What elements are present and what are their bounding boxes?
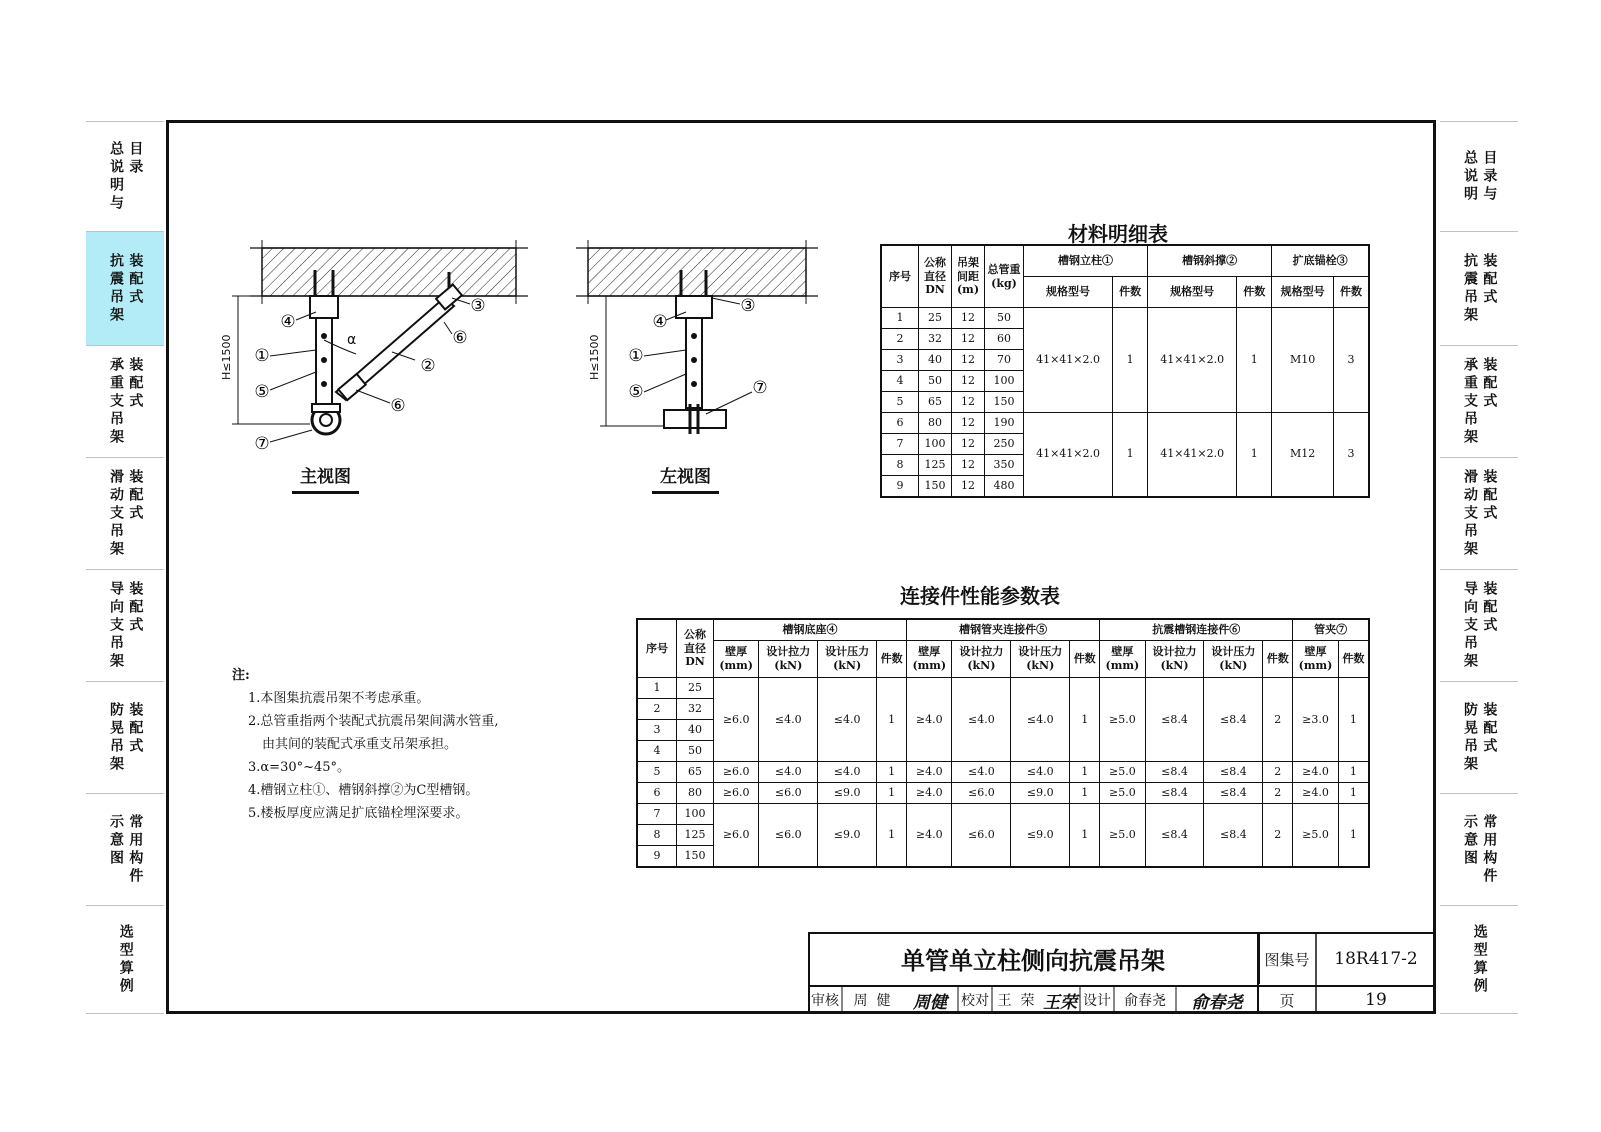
table-row [637,804,1369,825]
mat-cell-weight: 480 [985,476,1024,497]
front-view-label: 主视图 [292,462,359,494]
con-h-count-line: 件数 [1342,652,1365,666]
notes-heading: 注: [232,668,250,683]
con-cell-value: ≤8.4 [1204,762,1263,783]
con-h-thick-line: (mm) [912,659,947,672]
con-h-tension-line: 设计拉力 [959,645,1004,659]
tab-line: 装配式 [1481,580,1498,635]
atlas-number: 18R417-2 [1334,949,1418,969]
con-cell-value: ≤6.0 [759,783,818,804]
mat-cell-spacing: 12 [952,392,985,413]
mat-cell-spacing: 12 [952,455,985,476]
front-slab [262,248,516,296]
con-cell-seq: 2 [637,699,677,720]
con-h-thick-line: 壁厚 [1111,645,1134,659]
con-h-tension-line: 设计拉力 [1152,645,1197,659]
mat-cell-dn: 65 [919,392,952,413]
tab-line: 常用构件 [127,813,144,886]
con-h-g1: 槽钢底座④ [714,619,907,641]
con-cell-value: ≥4.0 [907,783,952,804]
con-h-g4: 管夹⑦ [1293,619,1369,641]
con-cell-value: ≤6.0 [952,804,1011,867]
tab-line: 抗震吊架 [108,252,124,325]
con-cell-value: ≤9.0 [818,804,877,867]
mat-cell-weight: 100 [985,371,1024,392]
con-cell-value: ≥4.0 [907,804,952,867]
mat-cell-spacing: 12 [952,329,985,350]
mat-cell-seq: 6 [881,413,919,434]
mat-cell-col_spec: 41×41×2.0 [1024,308,1113,413]
tab-line: 目录与 [1481,149,1498,204]
angle-label: α [347,332,357,348]
con-cell-value: ≤4.0 [759,678,818,762]
con-cell-value: ≤4.0 [818,762,877,783]
con-cell-seq: 8 [637,825,677,846]
con-h-compress-line: 设计压力 [1018,645,1063,659]
mat-cell-anchor_spec: M10 [1272,308,1334,413]
con-cell-value: 1 [877,678,907,762]
con-cell-value: ≤8.4 [1145,804,1204,867]
con-h-count [877,641,907,678]
con-cell-value: ≥4.0 [907,762,952,783]
mat-cell-weight: 190 [985,413,1024,434]
mat-h-weight-line: 总管重 [987,262,1021,276]
con-cell-value: 1 [877,762,907,783]
con-h-tension [1145,641,1204,678]
mat-h-spacing-line: 间距 [957,269,979,283]
reviewer-name: 周 健 [853,993,891,1009]
con-cell-seq: 7 [637,804,677,825]
mat-h-spacing [952,245,985,308]
con-cell-value: 2 [1263,762,1293,783]
mat-cell-spacing: 12 [952,434,985,455]
tab-line: 装配式 [1481,468,1498,523]
con-h-g2: 槽钢管夹连接件⑤ [907,619,1100,641]
con-h-dn [677,619,714,678]
con-cell-value: ≥6.0 [714,783,759,804]
con-cell-dn: 80 [677,783,714,804]
title-block [808,932,1436,1014]
callout-5: ⑤ [254,382,270,402]
mat-cell-dn: 40 [919,350,952,371]
connector-table [636,618,1370,868]
tab-line: 选型算例 [117,923,134,996]
mat-h-count: 件数 [1237,277,1272,308]
mat-cell-spacing: 12 [952,476,985,497]
mat-h-col3: 扩底锚栓③ [1272,245,1369,277]
mat-cell-brace_spec: 41×41×2.0 [1148,413,1237,497]
table-row [881,413,1369,434]
con-cell-value: ≥6.0 [714,678,759,762]
con-cell-dn: 50 [677,741,714,762]
mat-h-weight-line: (kg) [991,276,1017,290]
con-cell-value: ≤6.0 [952,783,1011,804]
mat-cell-seq: 4 [881,371,919,392]
con-h-compress [1011,641,1070,678]
tab-line: 承重支吊架 [1462,356,1478,447]
tab-line: 装配式 [1481,356,1498,411]
tab-line: 装配式 [127,701,144,756]
review-label: 审核 [811,993,839,1009]
mat-cell-col_count: 1 [1113,308,1148,413]
con-cell-value: 1 [877,804,907,867]
mat-h-dn-line: DN [925,283,945,297]
mat-cell-seq: 2 [881,329,919,350]
mat-cell-seq: 3 [881,350,919,371]
mat-cell-col_count: 1 [1113,413,1148,497]
mat-h-dn-line: 直径 [924,269,946,283]
note-1: 1.本图集抗震吊架不考虑承重。 [248,691,430,706]
tab-line: 装配式 [127,356,144,411]
con-h-dn-line: DN [685,655,705,669]
con-h-thick [714,641,759,678]
note-3: 3.α=30°~45°。 [248,760,351,775]
mat-cell-dn: 25 [919,308,952,329]
con-h-compress-line: (kN) [1026,659,1055,672]
tab-line: 装配式 [1481,252,1498,307]
tab-line: 总说明与 [108,140,124,213]
callout-3: ③ [470,296,486,316]
mat-h-seq: 序号 [881,245,919,308]
table-row [637,678,1369,699]
left-slab [588,248,806,296]
tab-line: 示意图 [108,813,124,868]
con-cell-value: ≤4.0 [759,762,818,783]
callout-4: ④ [652,312,668,332]
con-h-compress [818,641,877,678]
atlas-label: 图集号 [1264,950,1310,969]
con-h-count [1070,641,1100,678]
con-h-tension-line: (kN) [774,659,803,672]
con-h-compress-line: (kN) [833,659,862,672]
con-cell-value: ≤4.0 [952,762,1011,783]
con-cell-dn: 65 [677,762,714,783]
con-h-tension-line: 设计拉力 [766,645,811,659]
con-cell-value: ≤8.4 [1145,783,1204,804]
mat-cell-seq: 7 [881,434,919,455]
con-cell-value: 2 [1263,678,1293,762]
con-cell-value: ≥3.0 [1293,678,1338,762]
reviewer-signature: 周健 [913,992,947,1013]
con-cell-seq: 9 [637,846,677,867]
tab-line: 装配式 [1481,701,1498,756]
note-5: 5.楼板厚度应满足扩底锚栓埋深要求。 [248,806,469,821]
tab-line: 防晃吊架 [108,701,124,774]
con-cell-seq: 4 [637,741,677,762]
con-h-thick [907,641,952,678]
con-h-tension [952,641,1011,678]
mat-cell-col_spec: 41×41×2.0 [1024,413,1113,497]
tab-line: 目录 [127,140,144,177]
tab-line: 导向支吊架 [1462,580,1478,671]
con-cell-value: ≥5.0 [1100,783,1145,804]
callout-7: ⑦ [254,434,270,454]
mat-cell-seq: 8 [881,455,919,476]
con-cell-value: ≥5.0 [1100,678,1145,762]
mat-cell-weight: 350 [985,455,1024,476]
tab-line: 总说明 [1462,149,1478,204]
left-height-label: H≤1500 [588,334,601,380]
con-h-thick [1100,641,1145,678]
con-cell-value: ≥4.0 [907,678,952,762]
con-cell-value: ≥5.0 [1293,804,1338,867]
mat-cell-dn: 100 [919,434,952,455]
con-cell-value: 2 [1263,783,1293,804]
con-cell-seq: 5 [637,762,677,783]
con-cell-dn: 32 [677,699,714,720]
mat-cell-brace_count: 1 [1237,413,1272,497]
mat-h-count: 件数 [1334,277,1370,308]
mat-h-spacing-line: (m) [956,283,980,297]
tab-line: 承重支吊架 [108,356,124,447]
con-cell-value: 1 [1070,678,1100,762]
callout-7: ⑦ [752,378,768,398]
mat-cell-spacing: 12 [952,371,985,392]
con-h-thick-line: 壁厚 [725,645,748,659]
callout-3: ③ [740,296,756,316]
con-h-compress-line: (kN) [1219,659,1248,672]
tab-line: 示意图 [1462,813,1478,868]
left-view [576,240,818,434]
con-cell-value: ≤4.0 [1011,678,1070,762]
note-4: 4.槽钢立柱①、槽钢斜撑②为C型槽钢。 [248,783,479,798]
mat-cell-weight: 60 [985,329,1024,350]
mat-cell-weight: 70 [985,350,1024,371]
con-cell-dn: 150 [677,846,714,867]
callout-1: ① [254,346,270,366]
mat-cell-spacing: 12 [952,308,985,329]
con-h-count [1263,641,1293,678]
mat-h-col1: 槽钢立柱① [1024,245,1148,277]
table-row [637,783,1369,804]
design-label: 设计 [1083,993,1111,1009]
designer-signature: 俞春尧 [1191,992,1243,1013]
con-h-tension-line: (kN) [1160,659,1189,672]
tab-line: 防晃吊架 [1462,701,1478,774]
mat-cell-seq: 1 [881,308,919,329]
left-pipe [664,410,726,428]
mat-cell-dn: 32 [919,329,952,350]
con-cell-value: ≥5.0 [1100,804,1145,867]
callout-2: ② [420,356,436,376]
con-cell-value: 1 [1338,783,1369,804]
mat-cell-seq: 5 [881,392,919,413]
con-h-compress [1204,641,1263,678]
con-cell-value: 1 [1070,762,1100,783]
con-h-thick [1293,641,1338,678]
con-cell-value: ≥6.0 [714,804,759,867]
con-h-dn-line: 直径 [684,641,706,655]
callout-5: ⑤ [628,382,644,402]
mat-h-col2: 槽钢斜撑② [1148,245,1272,277]
con-h-thick-line: (mm) [719,659,754,672]
mat-h-dn-line: 公称 [924,255,946,269]
page-label: 页 [1279,991,1295,1010]
con-h-dn-line: 公称 [684,627,706,641]
con-cell-value: ≥6.0 [714,762,759,783]
mat-h-spec: 规格型号 [1148,277,1237,308]
materials-table-title: 材料明细表 [1068,222,1168,246]
mat-cell-spacing: 12 [952,350,985,371]
mat-h-count: 件数 [1113,277,1148,308]
mat-cell-dn: 125 [919,455,952,476]
mat-cell-anchor_count: 3 [1334,413,1370,497]
mat-h-spacing-line: 吊架 [957,255,979,269]
con-cell-dn: 125 [677,825,714,846]
con-cell-value: ≤4.0 [1011,762,1070,783]
con-h-thick-line: (mm) [1105,659,1140,672]
con-cell-value: ≤8.4 [1145,762,1204,783]
callout-1: ① [628,346,644,366]
con-cell-value: ≤8.4 [1204,783,1263,804]
connector-table-title: 连接件性能参数表 [900,584,1060,608]
con-h-thick-line: 壁厚 [918,645,941,659]
con-h-thick-line: (mm) [1298,659,1333,672]
tab-line: 导向支吊架 [108,580,124,671]
con-h-count-line: 件数 [880,652,903,666]
front-view [232,240,528,442]
con-cell-seq: 3 [637,720,677,741]
con-cell-dn: 100 [677,804,714,825]
mat-cell-dn: 150 [919,476,952,497]
front-height-label: H≤1500 [220,334,233,380]
con-cell-value: ≤8.4 [1204,678,1263,762]
con-cell-value: ≤6.0 [759,804,818,867]
con-cell-value: ≤4.0 [952,678,1011,762]
con-cell-value: 2 [1263,804,1293,867]
con-cell-dn: 25 [677,678,714,699]
materials-table [880,244,1370,498]
con-h-compress-line: 设计压力 [825,645,870,659]
mat-cell-brace_count: 1 [1237,308,1272,413]
tab-line: 选型算例 [1471,923,1488,996]
mat-cell-brace_spec: 41×41×2.0 [1148,308,1237,413]
con-cell-seq: 1 [637,678,677,699]
con-cell-value: ≤9.0 [818,783,877,804]
con-cell-value: ≥5.0 [1100,762,1145,783]
check-label: 校对 [961,993,989,1009]
checker-name: 王 荣 [997,993,1035,1009]
con-cell-value: 1 [1070,804,1100,867]
tab-line: 常用构件 [1481,813,1498,886]
tab-line: 装配式 [127,580,144,635]
mat-cell-spacing: 12 [952,413,985,434]
table-row [881,308,1369,329]
con-cell-value: 1 [1338,678,1369,762]
left-view-label: 左视图 [652,462,719,494]
mat-cell-dn: 50 [919,371,952,392]
con-h-seq: 序号 [637,619,677,678]
page-number: 19 [1365,990,1387,1010]
mat-cell-weight: 250 [985,434,1024,455]
con-cell-value: ≥4.0 [1293,762,1338,783]
con-h-count [1338,641,1369,678]
notes [232,664,499,825]
con-cell-value: 1 [1338,804,1369,867]
callout-6: ⑥ [390,396,406,416]
con-cell-value: ≤9.0 [1011,804,1070,867]
mat-h-weight [985,245,1024,308]
mat-h-spec: 规格型号 [1024,277,1113,308]
con-h-count-line: 件数 [1266,652,1289,666]
con-h-tension-line: (kN) [967,659,996,672]
mat-h-spec: 规格型号 [1272,277,1334,308]
con-h-tension [759,641,818,678]
tab-line: 滑动支吊架 [108,468,124,559]
mat-cell-weight: 150 [985,392,1024,413]
mat-h-dn [919,245,952,308]
callout-6: ⑥ [452,328,468,348]
con-cell-value: 1 [1070,783,1100,804]
con-h-thick-line: 壁厚 [1304,645,1327,659]
tab-line: 抗震吊架 [1462,252,1478,325]
tab-line: 滑动支吊架 [1462,468,1478,559]
tab-line: 装配式 [127,468,144,523]
note-2: 2.总管重指两个装配式抗震吊架间满水管重, [248,714,499,729]
con-cell-value: ≤9.0 [1011,783,1070,804]
drawing-title: 单管单立柱侧向抗震吊架 [808,932,1260,984]
table-row [637,762,1369,783]
con-h-count-line: 件数 [1073,652,1096,666]
mat-cell-weight: 50 [985,308,1024,329]
con-cell-value: 1 [1338,762,1369,783]
designer-name: 俞春尧 [1124,993,1166,1009]
callout-4: ④ [280,312,296,332]
con-cell-value: ≤8.4 [1145,678,1204,762]
con-cell-value: ≥4.0 [1293,783,1338,804]
con-cell-dn: 40 [677,720,714,741]
mat-cell-anchor_spec: M12 [1272,413,1334,497]
con-h-g3: 抗震槽钢连接件⑥ [1100,619,1293,641]
con-cell-value: ≤4.0 [818,678,877,762]
tab-line: 装配式 [127,252,144,307]
checker-signature: 王荣 [1043,992,1077,1013]
mat-cell-dn: 80 [919,413,952,434]
con-h-compress-line: 设计压力 [1211,645,1256,659]
con-cell-seq: 6 [637,783,677,804]
mat-cell-anchor_count: 3 [1334,308,1370,413]
con-cell-value: ≤8.4 [1204,804,1263,867]
con-cell-value: 1 [877,783,907,804]
mat-cell-seq: 9 [881,476,919,497]
note-2-cont: 由其间的装配式承重支吊架承担。 [262,737,458,752]
